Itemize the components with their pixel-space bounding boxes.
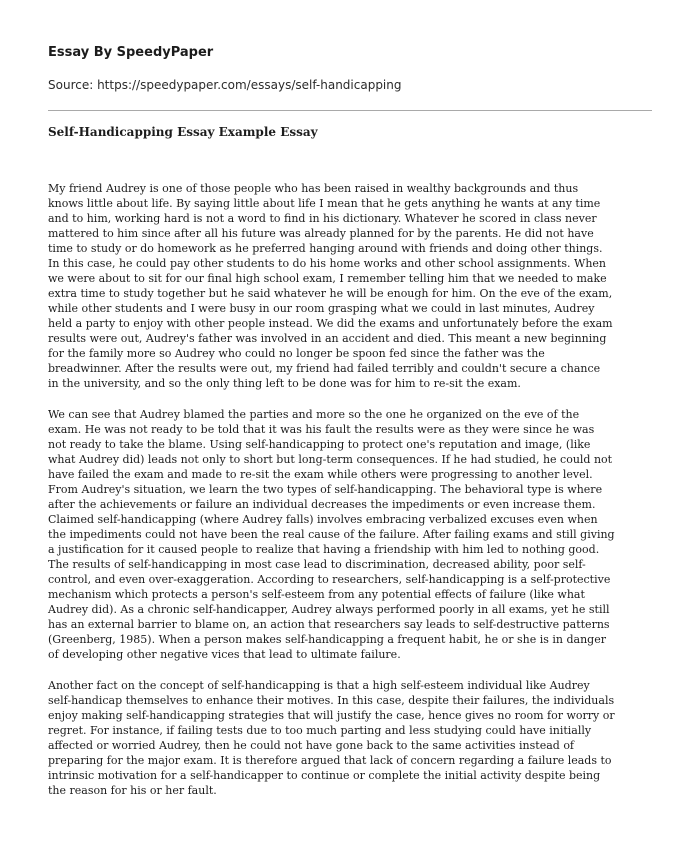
essay-paragraph-1 [48,181,652,391]
text-line: held a party to enjoy with other people instead. We did the exams and unfortunately before the exam [48,317,613,330]
essay-body [48,181,652,798]
text-line: the reason for his or her fault. [48,784,217,797]
text-line: The results of self-handicapping in most case lead to discrimination, decreased ability, poor self- [48,558,586,571]
text-line: has an external barrier to blame on, an action that researchers say leads to self-destructive patterns [48,618,610,631]
text-line: self-handicap themselves to enhance their motives. In this case, despite their failures, the individuals [48,694,615,707]
text-line: in the university, and so the only thing left to be done was for him to re-sit the exam. [48,377,521,390]
text-line: Claimed self-handicapping (where Audrey falls) involves embracing verbalized excuses even when [48,513,598,526]
text-line: time to study or do homework as he preferred hanging around with friends and doing other things. [48,242,603,255]
text-line: have failed the exam and made to re-sit the exam while others were progressing to another level. [48,468,593,481]
text-line: extra time to study together but he said whatever he will be enough for him. On the eve of the exam, [48,287,613,300]
text-line: preparing for the major exam. It is therefore argued that lack of concern regarding a failure leads to [48,754,612,767]
text-line: Audrey did). As a chronic self-handicapper, Audrey always performed poorly in all exams, yet he still [48,603,610,616]
text-line: regret. For instance, if failing tests due to too much parting and less studying could have initially [48,724,592,737]
text-line: mechanism which protects a person's self-esteem from any potential effects of failure (like what [48,588,585,601]
text-line: affected or worried Audrey, then he could not have gone back to the same activities instead of [48,739,575,752]
text-line: a justification for it caused people to realize that having a friendship with him led to nothing good. [48,543,600,556]
text-line: results were out, Audrey's father was involved in an accident and died. This meant a new beginning [48,332,607,345]
text-line: From Audrey's situation, we learn the two types of self-handicapping. The behavioral type is where [48,483,603,496]
text-line: not ready to take the blame. Using self-handicapping to protect one's reputation and image, (like [48,438,591,451]
text-line: for the family more so Audrey who could no longer be spoon fed since the father was the [48,347,545,360]
divider [48,110,652,111]
text-line: after the achievements or failure an individual decreases the impediments or even increase them. [48,498,596,511]
source-line: Source: https://speedypaper.com/essays/self-handicapping [48,78,402,92]
text-line: We can see that Audrey blamed the parties and more so the one he organized on the eve of the [48,408,580,421]
text-line: control, and even over-exaggeration. According to researchers, self-handicapping is a self-protective [48,573,611,586]
text-line: In this case, he could pay other students to do his home works and other school assignments. When [48,257,606,270]
essay-paragraph-3 [48,678,652,798]
text-line: what Audrey did) leads not only to short but long-term consequences. If he had studied, he could not [48,453,613,466]
text-line: while other students and I were busy in our room grasping what we could in last minutes, Audrey [48,302,595,315]
text-line: (Greenberg, 1985). When a person makes self-handicapping a frequent habit, he or she is in danger [48,633,606,646]
text-line: Another fact on the concept of self-handicapping is that a high self-esteem individual like Audrey [48,679,590,692]
text-line: My friend Audrey is one of those people who has been raised in wealthy backgrounds and thus [48,182,579,195]
essay-title: Self-Handicapping Essay Example Essay [48,125,318,139]
text-line: we were about to sit for our final high school exam, I remember telling him that we needed to make [48,272,607,285]
essay-paragraph-2 [48,407,652,662]
text-line: the impediments could not have been the real cause of the failure. After failing exams and still giving [48,528,615,541]
text-line: breadwinner. After the results were out, my friend had failed terribly and couldn't secure a chance [48,362,601,375]
text-line: intrinsic motivation for a self-handicapper to continue or complete the initial activity despite being [48,769,601,782]
text-line: exam. He was not ready to be told that it was his fault the results were as they were since he was [48,423,595,436]
text-line: enjoy making self-handicapping strategies that will justify the case, hence gives no room for worry or [48,709,615,722]
text-line: and to him, working hard is not a word to find in his dictionary. Whatever he scored in class never [48,212,597,225]
text-line: knows little about life. By saying little about life I mean that he gets anything he wants at any time [48,197,601,210]
brand-heading: Essay By SpeedyPaper [48,45,214,60]
text-line: of developing other negative vices that lead to ultimate failure. [48,648,401,661]
text-line: mattered to him since after all his future was already planned for by the parents. He did not have [48,227,594,240]
